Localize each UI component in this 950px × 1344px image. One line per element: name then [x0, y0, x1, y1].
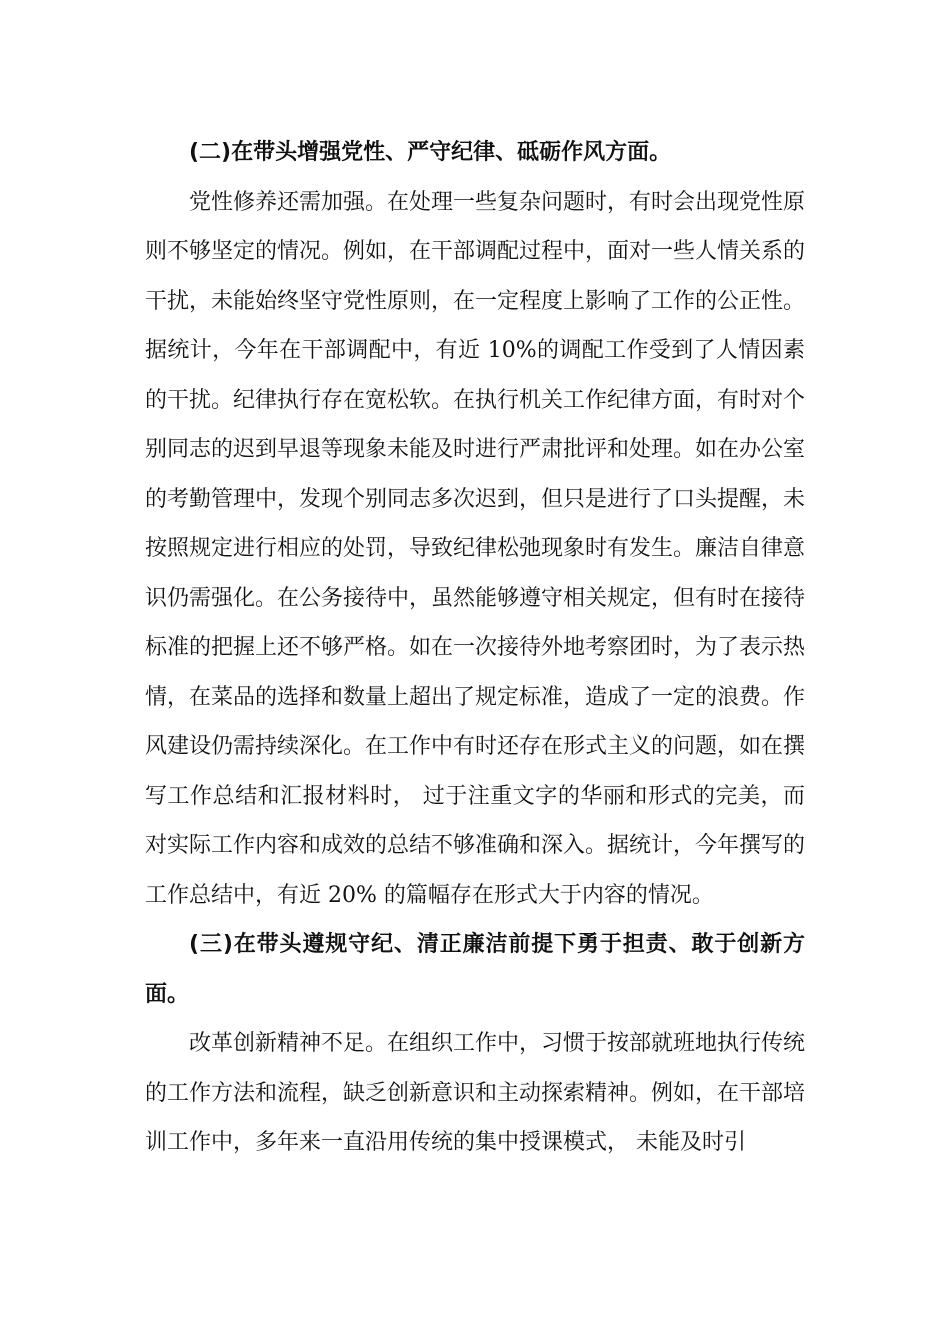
section-paragraph-3: 改革创新精神不足。在组织工作中，习惯于按部就班地执行传统的工作方法和流程，缺乏创新意识和主动探索精神。例如，在干部培训工作中，多年来一直沿用传统的集中授课模式， 未能及时引 [145, 1031, 806, 1155]
section-paragraph-2: 党性修养还需加强。在处理一些复杂问题时，有时会出现党性原则不够坚定的情况。例如，在干部调配过程中，面对一些人情关系的干扰，未能始终坚守党性原则，在一定程度上影响了工作的公正性。 据统计，今年在干部调配中，有近 10%的调配工作受到了人情因素的干扰。纪律执行存在宽松软。在执行机关工作纪律方面，有时对个别同志的迟到早退等现象未能及时进行严肃批评和处理。如在办公室的考勤管理中，发现个别同志多次迟到，但只是进行了口头提醒，未按照规定进行相应的处罚，导致纪律松弛现象时有发生。廉洁自律意识仍需强化。在公务接待中，虽然能够遵守相关规定，但有时在接待标准的把握上还不够严格。如在一次接待外地考察团时，为了表示热情，在菜品的选择和数量上超出了规定标准，造成了一定的浪费。作风建设仍需持续深化。在工作中有时还存在形式主义的问题，如在撰写工作总结和汇报材料时， 过于注重文字的华丽和形式的完美，而对实际工作内容和成效的总结不够准确和深入。据统计，今年撰写的工作总结中，有近 20% 的篇幅存在形式大于内容的情况。 [145, 189, 806, 908]
document-body [145, 128, 805, 1168]
section-heading-2: (二)在带头增强党性、严守纪律、砥砺作风方面。 [189, 140, 672, 165]
section-heading-3: (三)在带头遵规守纪、清正廉洁前提下勇于担责、敢于创新方面。 [145, 932, 805, 1007]
